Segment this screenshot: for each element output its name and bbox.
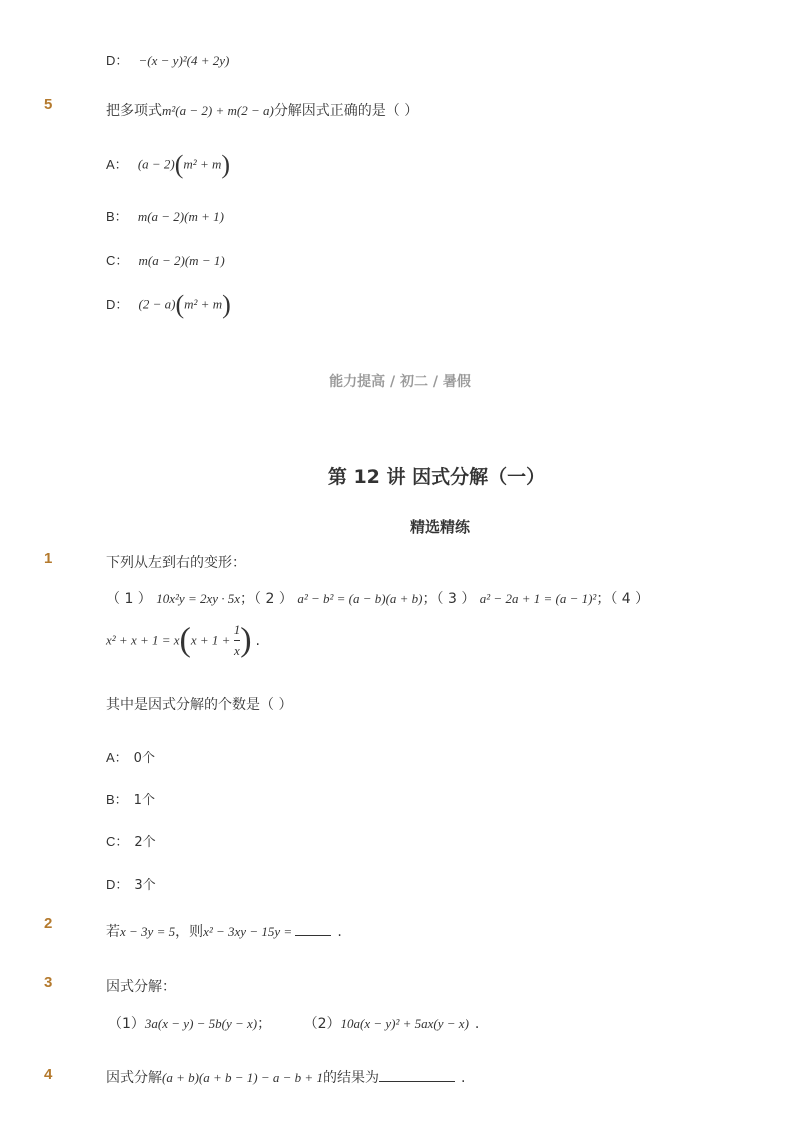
part-separator: ；	[257, 1016, 272, 1032]
item-separator: ；（ 3 ）	[422, 591, 476, 607]
stem-end: .	[460, 1070, 466, 1086]
question-3-stem: 因式分解：	[106, 979, 176, 995]
item-separator: ；（ 4 ）	[596, 591, 650, 607]
fraction-denominator: x	[234, 643, 240, 658]
fraction-numerator: 1	[233, 622, 241, 637]
option-math: (a − 2)	[137, 156, 175, 172]
option-text: 0个	[133, 751, 155, 766]
part-label: （1）	[108, 1016, 145, 1032]
option-label: A：	[106, 750, 128, 765]
right-paren: )	[240, 621, 252, 659]
question-1-items	[106, 588, 649, 608]
question-4-stem	[106, 1067, 465, 1087]
part-2-math: 10a(x − y)² + 5ax(y − x)	[340, 1016, 469, 1031]
right-paren: )	[221, 150, 231, 179]
item-separator: ；（ 2 ）	[240, 591, 293, 607]
q5-option-d	[106, 292, 231, 318]
option-math: m(a − 2)(m − 1)	[138, 253, 225, 268]
stem-end: .	[337, 924, 342, 940]
option-text: 3个	[134, 878, 156, 893]
prev-option-d	[106, 50, 229, 69]
question-3-parts	[108, 1013, 479, 1033]
option-math-inner: m² + m	[184, 296, 223, 312]
option-math: (2 − a)	[138, 296, 176, 312]
part-1-math: 3a(x − y) − 5b(y − x)	[144, 1016, 258, 1031]
stem-math: m²(a − 2) + m(2 − a)	[162, 103, 274, 118]
left-paren: (	[179, 621, 191, 659]
question-1-question: 其中是因式分解的个数是（ ）	[106, 697, 293, 713]
answer-blank	[379, 1069, 455, 1082]
q1-option-a	[106, 747, 155, 766]
question-number-5: 5	[44, 96, 53, 113]
question-5-stem	[106, 100, 418, 120]
answer-blank	[295, 923, 331, 936]
lecture-title: 第 12 讲 因式分解（一）	[327, 466, 546, 488]
stem-math: x − 3y = 5	[120, 924, 176, 939]
option-label: A：	[106, 156, 128, 172]
q5-option-a	[106, 152, 230, 178]
left-paren: (	[175, 290, 185, 319]
question-1-stem: 下列从左到右的变形：	[106, 555, 246, 571]
item-1-math: 10x²y = 2xy · 5x	[156, 591, 241, 606]
stem-text: 的结果为	[322, 1070, 379, 1086]
option-math: −(x − y)²(4 + 2y)	[138, 53, 230, 68]
right-paren: )	[222, 290, 231, 319]
stem-text: 分解因式正确的是（ ）	[273, 103, 419, 119]
item-2-math: a² − b² = (a − b)(a + b)	[297, 591, 423, 606]
question-number-4: 4	[44, 1066, 53, 1083]
stem-text: ，则	[175, 924, 204, 940]
option-label: D：	[106, 53, 129, 68]
q1-option-d	[106, 874, 156, 893]
question-1-item-4	[106, 622, 260, 659]
stem-text: 把多项式	[106, 103, 162, 119]
item-3-math: a² − 2a + 1 = (a − 1)²	[479, 591, 597, 606]
option-label: D：	[106, 296, 129, 312]
left-paren: (	[174, 150, 184, 179]
option-label: B：	[106, 209, 128, 224]
stem-text: 若	[106, 924, 120, 940]
item-4-end: .	[255, 632, 260, 649]
option-label: C：	[106, 834, 129, 849]
item-4-math: x² + x + 1 = x	[106, 632, 180, 648]
question-2-stem	[106, 921, 342, 941]
q1-option-b	[106, 789, 155, 808]
stem-math: x² − 3xy − 15y =	[203, 924, 296, 939]
option-math: m(a − 2)(m + 1)	[137, 209, 224, 224]
question-number-1: 1	[44, 550, 53, 567]
item-4-inner: x + 1 +	[190, 632, 234, 648]
option-label: B：	[106, 792, 128, 807]
option-text: 2个	[134, 835, 156, 850]
page-header: 能力提高 / 初二 / 暑假	[329, 374, 471, 390]
part-label: （2）	[303, 1016, 341, 1032]
q5-option-b	[106, 206, 224, 225]
q1-option-c	[106, 831, 156, 850]
q5-option-c	[106, 250, 225, 269]
part-end: .	[474, 1016, 480, 1032]
stem-math: (a + b)(a + b − 1) − a − b + 1	[162, 1070, 323, 1085]
item-label: （ 1 ）	[106, 591, 152, 607]
option-label: C：	[106, 253, 129, 268]
option-math-inner: m² + m	[183, 156, 222, 172]
option-text: 1个	[133, 793, 155, 808]
section-title: 精选精练	[409, 518, 470, 536]
stem-text: 因式分解	[106, 1070, 162, 1086]
question-number-2: 2	[44, 915, 53, 932]
option-label: D：	[106, 877, 129, 892]
question-number-3: 3	[44, 974, 53, 991]
